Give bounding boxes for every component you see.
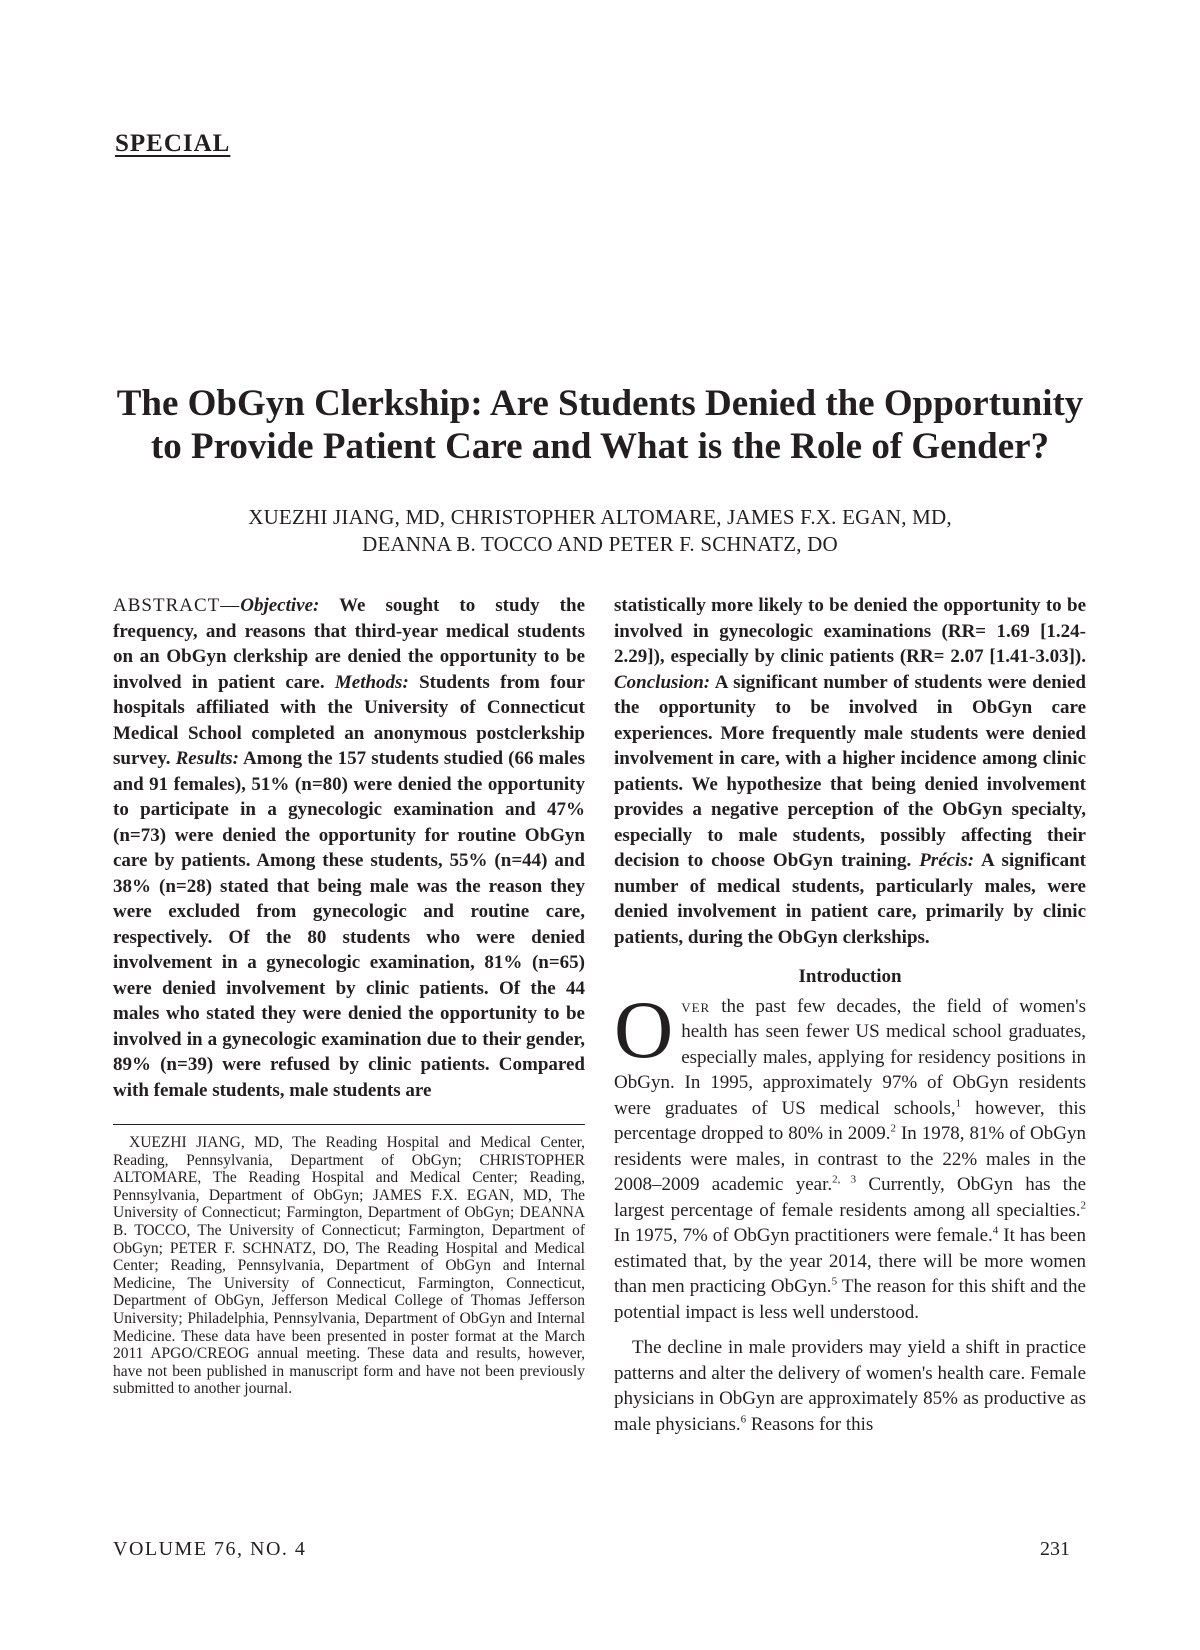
reference-mark: 2 [1080,1199,1086,1212]
precis-label: Précis: [919,850,975,871]
conclusion-label: Conclusion: [614,671,711,693]
footnote-divider [113,1124,585,1125]
author-line: XUEZHI JIANG, MD, CHRISTOPHER ALTOMARE, JAMES F.X. EGAN, MD, [248,505,952,529]
objective-text: We sought to study the frequency, and reasons that third-year medical students on an ObGyn clerkship are denied the opportunity to be involved in patient care. [113,595,585,693]
intro-paragraph [614,983,1087,1326]
conclusion-text: A significant number of students were denied the opportunity to be involved in ObGyn care experiences. More frequently male students were denied involvement in care, with a higher incidence among clinic patients. We hypothesize that being denied involvement provides a negative perception of the ObGyn specialty, especially to male students, possibly affecting their decision to choose ObGyn training. [614,671,1086,871]
intro-text: however, this percentage dropped to 80% in 2009. [614,1097,1087,1144]
intro-paragraph [614,1335,1086,1437]
author-affiliations-footnote: XUEZHI JIANG, MD, The Reading Hospital and Medical Center, Reading, Pennsylvania, Department of ObGyn; CHRISTOPHER ALTOMARE, The Reading Hospital and Medical Center; Reading, Pennsylvania, Department of ObGyn; JAMES F.X. EGAN, MD, The University of Connecticut; Farmington, Department of ObGyn; DEANNA B. TOCCO, The University of Connecticut; Farmington, Department of ObGyn; PETER F. SCHNATZ, DO, The Reading Hospital and Medical Center; Reading, Pennsylvania, Department of ObGyn and Internal Medicine, The University of Connecticut, Farmington, Connecticut, Department of ObGyn, Jefferson Medical College of Thomas Jefferson University; Philadelphia, Pennsylvania, Department of ObGyn and Internal Medicine. These data have been presented in poster format at the March 2011 APGO/CREOG annual meeting. These data and results, however, have not been published in manuscript form and have not been previously submitted to another journal. [113,1134,585,1398]
objective-label: Objective: [240,595,320,616]
methods-text: Students from four hospitals affiliated with the University of Connecticut Medical School completed an anonymous postclerkship survey. [113,671,585,769]
reference-mark: 2, 3 [832,1173,857,1186]
abstract-continued [614,593,1086,950]
intro-text: In 1978, 81% of ObGyn residents were males, in contrast to the 22% males in the 2008–2009 academic year. [614,1123,1086,1195]
methods-label: Methods: [334,671,409,693]
abstract-lead: ABSTRACT— [113,595,241,616]
intro-text: Currently, ObGyn has the largest percentage of female residents among all specialties. [614,1174,1086,1221]
page-number: 231 [1040,1538,1070,1560]
introduction-heading: Introduction [798,966,902,987]
abstract-text [113,593,585,1103]
precis-text: A significant number of medical students, particularly males, were denied involvement in patient care, primarily by clinic patients, during the ObGyn clerkships. [614,850,1087,948]
reference-mark: 6 [740,1413,747,1426]
results-continued-text: statistically more likely to be denied the opportunity to be involved in gynecologic examinations (RR= 1.69 [1.24-2.29]), especially by clinic patients (RR= 2.07 [1.41-3.03]). [614,595,1086,667]
author-list [100,504,1100,558]
reference-mark: 1 [955,1097,962,1110]
intro-text: The decline in male providers may yield a shift in practice patterns and alter the delivery of women's health care. Female physicians in ObGyn are approximately 85% as productive as male physicians. [614,1337,1086,1435]
reference-mark: 5 [831,1275,838,1288]
reference-mark: 2 [890,1122,896,1135]
intro-text: It has been estimated that, by the year 2014, there will be more women than men practicing ObGyn. [614,1225,1086,1297]
results-text: Among the 157 students studied (66 males and 91 females), 51% (n=80) were denied the opportunity to participate in a gynecologic examination and 47% (n=73) were denied the opportunity for routine ObGyn care by patients. Among these students, 55% (n=44) and 38% (n=28) stated that being male was the reason they were excluded from gynecologic and routine care, respectively. Of the 80 students who were denied involvement in a gynecologic examination, 81% (n=65) were denied involvement by clinic patients. Of the 44 males who stated they were denied the opportunity to be involved in a gynecologic examination due to their gender, 89% (n=39) were refused by clinic patients. Compared with female students, male students are [113,748,585,1101]
right-column [614,593,1086,1437]
left-column [113,593,585,1103]
intro-text: the past few decades, the field of women's health has seen fewer US medical school graduates, especially males, applying for residency positions in ObGyn. In 1995, approximately 97% of ObGyn residents were graduates of US medical schools, [614,995,1086,1119]
reference-mark: 4 [992,1224,999,1237]
intro-text: The reason for this shift and the potential impact is less well understood. [614,1276,1086,1323]
intro-text: Reasons for this [746,1413,874,1435]
results-label: Results: [175,748,239,769]
intro-text: In 1975, 7% of ObGyn practitioners were female. [614,1225,993,1246]
article-title: The ObGyn Clerkship: Are Students Denied the Opportunity to Provide Patient Care and What is the Role of Gender? [116,383,1084,467]
drop-cap: O [614,983,674,1075]
volume-label: VOLUME 76, NO. 4 [113,1538,307,1560]
small-caps-lead: ver [681,995,711,1017]
section-label: SPECIAL [115,130,231,157]
author-line: DEANNA B. TOCCO AND PETER F. SCHNATZ, DO [362,532,838,556]
